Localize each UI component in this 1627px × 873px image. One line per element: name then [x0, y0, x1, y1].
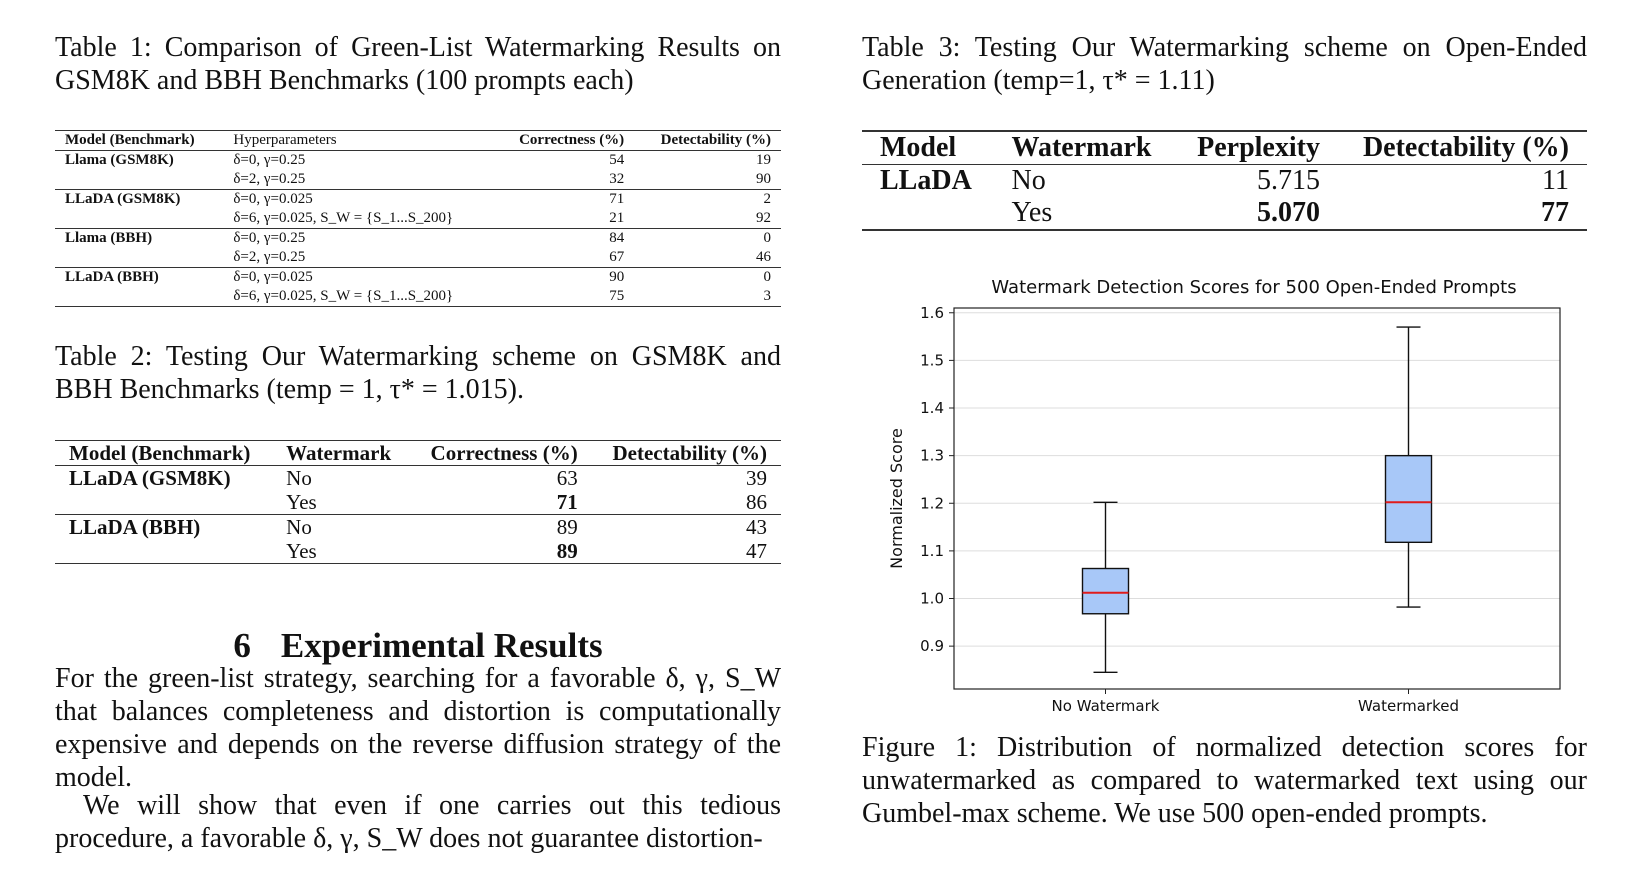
table1-header-model: Model (Benchmark)	[55, 131, 223, 151]
chart-y-tick-label: 1.0	[920, 589, 944, 608]
chart-y-tick-label: 1.3	[920, 446, 944, 465]
table3-caption: Table 3: Testing Our Watermarking scheme on Open-Ended Generation (temp=1, τ* = 1.11)	[862, 32, 1587, 96]
table2-model: LLaDA (BBH)	[55, 515, 272, 540]
table1-model	[55, 287, 223, 307]
table2	[55, 440, 781, 564]
table3-header-model: Model	[862, 131, 993, 165]
table2-header-correctness: Correctness (%)	[410, 441, 592, 466]
table1-correctness: 21	[609, 210, 625, 226]
chart-grid	[954, 313, 1560, 646]
table1-detectability: 2	[634, 190, 781, 210]
table2-model	[55, 490, 272, 515]
table1-model	[55, 170, 223, 190]
chart-y-axis-label: Normalized Score	[887, 428, 906, 569]
table1-header-row	[55, 131, 781, 151]
chart-x-tick-label: Watermarked	[1358, 697, 1459, 715]
table2-watermark: No	[286, 466, 312, 490]
chart-title: Watermark Detection Scores for 500 Open-Ended Prompts	[991, 277, 1517, 298]
table1-model: LLaDA (BBH)	[55, 268, 223, 288]
chart-y-tick-label: 1.1	[920, 541, 944, 560]
table1-model: Llama (GSM8K)	[65, 152, 174, 168]
table2-correctness: 89	[410, 539, 592, 564]
table-row	[862, 165, 1587, 198]
table2-detectability: 39	[746, 466, 767, 490]
table1-correctness: 71	[493, 190, 634, 210]
table3	[862, 130, 1587, 231]
table3-header-perplexity: Perplexity	[1175, 131, 1338, 165]
figure1-caption: Figure 1: Distribution of normalized detection scores for unwatermarked as compared to watermarked text using our Gumbel-max scheme. We use 500 open-ended prompts.	[862, 732, 1587, 829]
table2-watermark: Yes	[286, 490, 317, 514]
table2-correctness: 71	[556, 490, 578, 514]
table-row	[55, 190, 781, 210]
paragraph-1: For the green-list strategy, searching for a favorable δ, γ, S_W that balances completeness and distortion is computationally expensive and depends on the reverse diffusion strategy of the model.	[55, 663, 781, 793]
table3-header-watermark: Watermark	[993, 131, 1174, 165]
chart-y-ticks	[920, 304, 954, 655]
table1-correctness: 84	[493, 229, 634, 249]
boxplot-chart	[862, 270, 1587, 720]
table1-hyperparams: δ=6, γ=0.025, S_W = {S_1...S_200}	[223, 287, 493, 307]
section-number: 6	[233, 626, 251, 665]
chart-box	[1386, 456, 1432, 543]
paragraph-2: We will show that even if one carries out this tedious procedure, a favorable δ, γ, S_W does not guarantee distortion-	[55, 790, 781, 854]
chart-x-ticks	[1052, 689, 1459, 715]
table2-header-watermark: Watermark	[272, 441, 410, 466]
table1-detectability: 90	[756, 171, 771, 187]
table1-hyperparams: δ=6, γ=0.025, S_W = {S_1...S_200}	[233, 210, 454, 226]
table1-hyperparams: δ=2, γ=0.25	[233, 249, 306, 265]
table3-model: LLaDA	[880, 165, 972, 196]
chart-plot-frame	[954, 308, 1560, 689]
table-row	[55, 229, 781, 249]
table3-model	[862, 197, 993, 230]
table-row	[55, 151, 781, 171]
table1-header-detectability: Detectability (%)	[634, 131, 781, 151]
chart-boxes	[1083, 327, 1432, 672]
table2-correctness: 89	[410, 515, 592, 540]
table1-correctness: 90	[493, 268, 634, 288]
table-row	[55, 490, 781, 515]
table1-correctness: 54	[609, 152, 625, 168]
table1-header-correctness: Correctness (%)	[493, 131, 634, 151]
chart-y-tick-label: 1.2	[920, 494, 944, 513]
table3-watermark: Yes	[993, 197, 1174, 230]
table2-header-row	[55, 441, 781, 466]
table1-hyperparams: δ=0, γ=0.25	[233, 152, 306, 168]
table3-header-row	[862, 131, 1587, 165]
table1-correctness: 67	[609, 249, 625, 265]
chart-box-group	[1386, 327, 1432, 607]
table1-model: Llama (BBH)	[55, 229, 223, 249]
chart-y-tick-label: 1.4	[920, 399, 944, 418]
table-row	[55, 209, 781, 229]
table1-model	[55, 209, 223, 229]
table1-detectability: 19	[756, 152, 771, 168]
table2-model	[55, 539, 272, 564]
table2-correctness: 63	[556, 466, 578, 490]
section-title: Experimental Results	[280, 626, 603, 665]
table2-detectability: 86	[746, 490, 767, 514]
table3-detectability: 11	[1542, 165, 1569, 196]
table1-hyperparams: δ=0, γ=0.025	[223, 268, 493, 288]
table3-watermark: No	[1011, 165, 1046, 196]
table1-detectability: 0	[634, 268, 781, 288]
chart-y-tick-label: 1.6	[920, 303, 944, 322]
table1-header-hyperparameters: Hyperparameters	[223, 131, 493, 151]
table1-hyperparams: δ=0, γ=0.025	[223, 190, 493, 210]
table3-perplexity: 5.070	[1175, 197, 1338, 230]
chart-x-tick-label: No Watermark	[1051, 697, 1160, 715]
table2-watermark: No	[272, 515, 410, 540]
table2-model: LLaDA (GSM8K)	[69, 466, 231, 490]
table1-model	[55, 248, 223, 268]
table2-detectability: 43	[592, 515, 781, 540]
table-row	[55, 539, 781, 564]
table1	[55, 130, 781, 307]
table2-caption: Table 2: Testing Our Watermarking scheme on GSM8K and BBH Benchmarks (temp = 1, τ* = 1.015).	[55, 341, 781, 405]
table3-header-detectability: Detectability (%)	[1338, 131, 1587, 165]
table1-caption: Table 1: Comparison of Green-List Watermarking Results on GSM8K and BBH Benchmarks (100 prompts each)	[55, 32, 781, 96]
table1-hyperparams: δ=2, γ=0.25	[233, 171, 306, 187]
table1-model: LLaDA (GSM8K)	[55, 190, 223, 210]
table-row	[55, 466, 781, 491]
table-row	[55, 268, 781, 288]
table1-detectability: 3	[634, 287, 781, 307]
table3-perplexity: 5.715	[1256, 165, 1320, 196]
table1-detectability: 46	[756, 249, 771, 265]
table2-header-detectability: Detectability (%)	[592, 441, 781, 466]
chart-y-tick-label: 1.5	[920, 351, 944, 370]
table-row	[55, 515, 781, 540]
table3-detectability: 77	[1338, 197, 1587, 230]
table2-header-model: Model (Benchmark)	[55, 441, 272, 466]
table-row	[862, 197, 1587, 230]
section-heading	[55, 626, 781, 666]
table-row	[55, 287, 781, 307]
table2-detectability: 47	[592, 539, 781, 564]
chart-box-group	[1083, 502, 1129, 672]
table2-watermark: Yes	[272, 539, 410, 564]
table1-hyperparams: δ=0, γ=0.25	[223, 229, 493, 249]
chart-y-tick-label: 0.9	[920, 637, 944, 656]
table1-correctness: 75	[493, 287, 634, 307]
table1-detectability: 92	[756, 210, 771, 226]
table1-detectability: 0	[634, 229, 781, 249]
chart-box	[1083, 569, 1129, 614]
table1-correctness: 32	[609, 171, 625, 187]
table-row	[55, 170, 781, 190]
table-row	[55, 248, 781, 268]
